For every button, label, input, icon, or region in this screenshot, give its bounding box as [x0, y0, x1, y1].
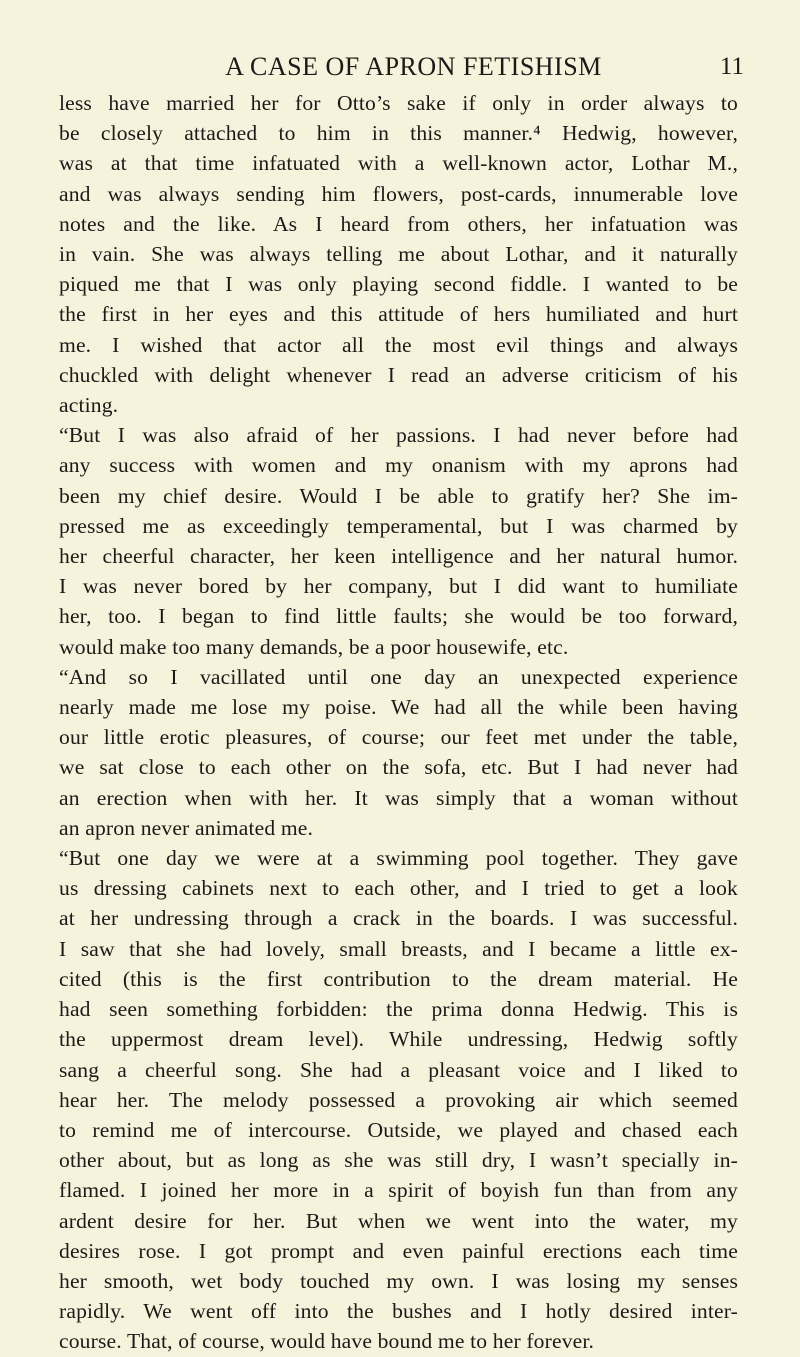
- text-line: an erection when with her. It was simply that a woman without: [59, 785, 738, 810]
- text-line: flamed. I joined her more in a spirit of boyish fun than from any: [59, 1178, 738, 1203]
- text-line: us dressing cabinets next to each other, and I tried to get a look: [59, 876, 738, 901]
- text-line: ardent desire for her. But when we went into the water, my: [59, 1208, 738, 1233]
- page-number: 11: [719, 53, 744, 80]
- text-line: our little erotic pleasures, of course; our feet met under the table,: [59, 725, 738, 750]
- text-line: “And so I vacillated until one day an unexpected experience: [59, 664, 738, 689]
- text-line: her smooth, wet body touched my own. I was losing my senses: [59, 1268, 738, 1293]
- text-line: sang a cheerful song. She had a pleasant voice and I liked to: [59, 1057, 738, 1082]
- text-line: been my chief desire. Would I be able to gratify her? She im-: [59, 483, 738, 508]
- running-head: [59, 50, 744, 84]
- text-line: an apron never animated me.: [59, 815, 314, 840]
- text-line: the first in her eyes and this attitude of hers humiliated and hurt: [59, 302, 738, 327]
- text-line: I was never bored by her company, but I did want to humiliate: [59, 574, 738, 599]
- text-line: be closely attached to him in this manner.⁴ Hedwig, however,: [59, 121, 738, 146]
- text-line: her cheerful character, her keen intelligence and her natural humor.: [59, 544, 738, 569]
- text-line: other about, but as long as she was still dry, I wasn’t specially in-: [59, 1148, 738, 1173]
- text-line: pressed me as exceedingly temperamental, but I was charmed by: [59, 513, 738, 538]
- text-line: acting.: [59, 393, 119, 418]
- text-line: had seen something forbidden: the prima donna Hedwig. This is: [59, 997, 738, 1022]
- text-line: “But one day we were at a swimming pool together. They gave: [59, 846, 738, 871]
- text-line: I saw that she had lovely, small breasts, and I became a little ex-: [59, 936, 738, 961]
- text-line: chuckled with delight whenever I read an adverse criticism of his: [59, 362, 738, 387]
- text-line: nearly made me lose my poise. We had all the while been having: [59, 695, 738, 720]
- text-line: hear her. The melody possessed a provoking air which seemed: [59, 1087, 738, 1112]
- text-line: any success with women and my onanism with my aprons had: [59, 453, 738, 478]
- text-line: cited (this is the first contribution to the dream material. He: [59, 966, 738, 991]
- running-title: A CASE OF APRON FETISHISM: [225, 52, 602, 81]
- body-text: [59, 88, 738, 1357]
- text-line: her, too. I began to find little faults; she would be too forward,: [59, 604, 738, 629]
- text-line: the uppermost dream level). While undressing, Hedwig softly: [59, 1027, 738, 1052]
- text-line: and was always sending him flowers, post-cards, innumerable love: [59, 181, 738, 206]
- text-line: notes and the like. As I heard from others, her infatuation was: [59, 211, 738, 236]
- text-line: was at that time infatuated with a well-known actor, Lothar M.,: [59, 151, 738, 176]
- text-line: me. I wished that actor all the most evil things and always: [59, 332, 738, 357]
- text-line: to remind me of intercourse. Outside, we played and chased each: [59, 1117, 738, 1142]
- text-line: “But I was also afraid of her passions. I had never before had: [59, 423, 738, 448]
- text-line: course. That, of course, would have bound me to her forever.: [59, 1329, 595, 1354]
- text-line: piqued me that I was only playing second fiddle. I wanted to be: [59, 272, 738, 297]
- text-line: would make too many demands, be a poor housewife, etc.: [59, 634, 569, 659]
- text-line: rapidly. We went off into the bushes and I hotly desired inter-: [59, 1299, 738, 1324]
- text-line: at her undressing through a crack in the boards. I was successful.: [59, 906, 738, 931]
- text-line: in vain. She was always telling me about Lothar, and it naturally: [59, 242, 738, 267]
- text-line: we sat close to each other on the sofa, etc. But I had never had: [59, 755, 738, 780]
- text-line: less have married her for Otto’s sake if only in order always to: [59, 91, 738, 115]
- text-line: desires rose. I got prompt and even painful erections each time: [59, 1238, 738, 1263]
